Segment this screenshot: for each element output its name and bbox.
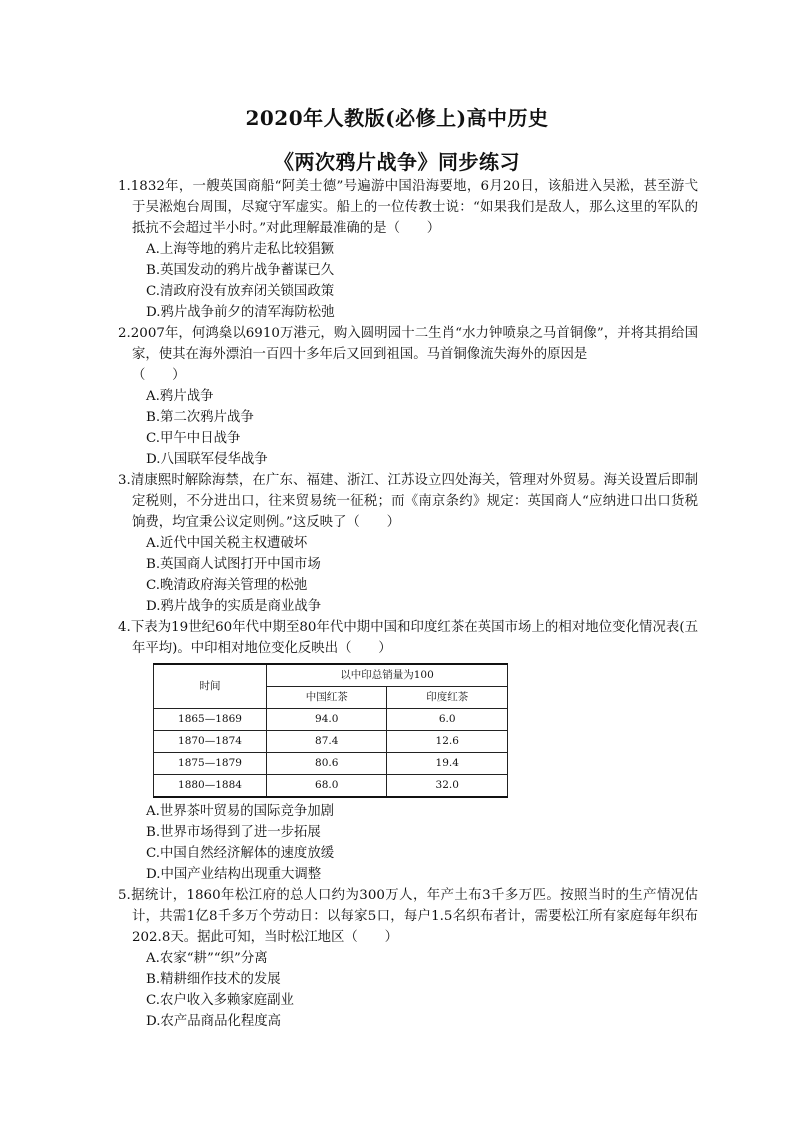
china-value-cell: 68.0 — [267, 775, 387, 798]
option-list — [118, 533, 698, 617]
option-a: A.近代中国关税主权遭破坏 — [146, 536, 308, 551]
question-5 — [118, 885, 698, 1032]
question-stem: 3.清康熙时解除海禁，在广东、福建、浙江、江苏设立四处海关，管理对外贸易。海关设置后即制定税则，不分进出口，往来贸易统一征税；而《南京条约》规定：英国商人“应纳进口出口货税饷费，均宜秉公议定则例。”这反映了（ ） — [118, 473, 698, 530]
option-c: C.晚清政府海关管理的松弛 — [146, 578, 308, 593]
option-c: C.中国自然经济解体的速度放缓 — [146, 846, 335, 861]
question-1 — [118, 176, 698, 323]
option-d: D.中国产业结构出现重大调整 — [146, 867, 322, 882]
option-list — [118, 239, 698, 323]
option-c: C.农户收入多赖家庭副业 — [146, 993, 294, 1008]
option-b: B.英国发动的鸦片战争蓄谋已久 — [146, 263, 335, 278]
india-value-cell: 19.4 — [387, 753, 508, 775]
option-list — [118, 386, 698, 470]
china-tea-header: 中国红茶 — [267, 687, 387, 709]
question-4 — [118, 617, 698, 885]
option-d: D.鸦片战争前夕的清军海防松弛 — [146, 305, 335, 320]
option-list — [118, 948, 698, 1032]
question-stem: 4.下表为19世纪60年代中期至80年代中期中国和印度红茶在英国市场上的相对地位变化情况表(五年平均)。中印相对地位变化反映出（ ） — [118, 620, 698, 656]
option-b: B.世界市场得到了进一步拓展 — [146, 825, 321, 840]
question-stem: 2.2007年，何鸿燊以6910万港元，购入圆明园十二生肖“水力钟喷泉之马首铜像”，并将其捐给国家，使其在海外漂泊一百四十多年后又回到祖国。马首铜像流失海外的原因是 — [118, 326, 698, 362]
question-list — [118, 176, 698, 1032]
option-a: A.世界茶叶贸易的国际竞争加剧 — [146, 804, 335, 819]
group-header: 以中印总销量为100 — [267, 664, 508, 687]
table-row — [154, 731, 508, 753]
question-2 — [118, 323, 698, 470]
india-value-cell: 6.0 — [387, 709, 508, 731]
table-row — [154, 709, 508, 731]
document-title: 2020年人教版(必修上)高中历史 — [245, 106, 549, 130]
period-cell: 1880—1884 — [154, 775, 267, 798]
question-3 — [118, 470, 698, 617]
question-stem: 1.1832年，一艘英国商船“阿美士德”号遍游中国沿海要地，6月20日，该船进入吴淞，甚至游弋于吴淞炮台周围，尽窥守军虚实。船上的一位传教士说：“如果我们是敌人，那么这里的军队的抵抗不会超过半小时。”对此理解最准确的是（ ） — [118, 179, 698, 236]
option-c: C.甲午中日战争 — [146, 431, 241, 446]
india-value-cell: 12.6 — [387, 731, 508, 753]
question-stem: 5.据统计，1860年松江府的总人口约为300万人，年产土布3千多万匹。按照当时的生产情况估计，共需1亿8千多万个劳动日：以每家5口，每户1.5名织布者计，需要松江所有家庭每年织布202.8天。据此可知，当时松江地区（ ） — [118, 888, 698, 945]
table-row — [154, 775, 508, 798]
answer-blank: （ ） — [132, 368, 186, 383]
china-value-cell: 87.4 — [267, 731, 387, 753]
period-cell: 1875—1879 — [154, 753, 267, 775]
option-c: C.清政府没有放弃闭关锁国政策 — [146, 284, 335, 299]
option-b: B.第二次鸦片战争 — [146, 410, 254, 425]
tea-share-table-wrap — [153, 663, 508, 798]
time-header: 时间 — [154, 664, 267, 709]
period-cell: 1870—1874 — [154, 731, 267, 753]
china-value-cell: 80.6 — [267, 753, 387, 775]
document-subtitle: 《两次鸦片战争》同步练习 — [274, 150, 520, 174]
china-value-cell: 94.0 — [267, 709, 387, 731]
option-d: D.鸦片战争的实质是商业战争 — [146, 599, 322, 614]
option-a: A.上海等地的鸦片走私比较猖獗 — [146, 242, 335, 257]
option-d: D.农产品商品化程度高 — [146, 1014, 282, 1029]
india-value-cell: 32.0 — [387, 775, 508, 798]
option-a: A.鸦片战争 — [146, 389, 214, 404]
period-cell: 1865—1869 — [154, 709, 267, 731]
option-list — [118, 801, 698, 885]
option-b: B.英国商人试图打开中国市场 — [146, 557, 321, 572]
option-b: B.精耕细作技术的发展 — [146, 972, 281, 987]
table-row — [154, 753, 508, 775]
tea-share-table — [153, 663, 508, 798]
option-d: D.八国联军侵华战争 — [146, 452, 268, 467]
option-a: A.农家“耕”“织”分离 — [146, 951, 268, 966]
india-tea-header: 印度红茶 — [387, 687, 508, 709]
